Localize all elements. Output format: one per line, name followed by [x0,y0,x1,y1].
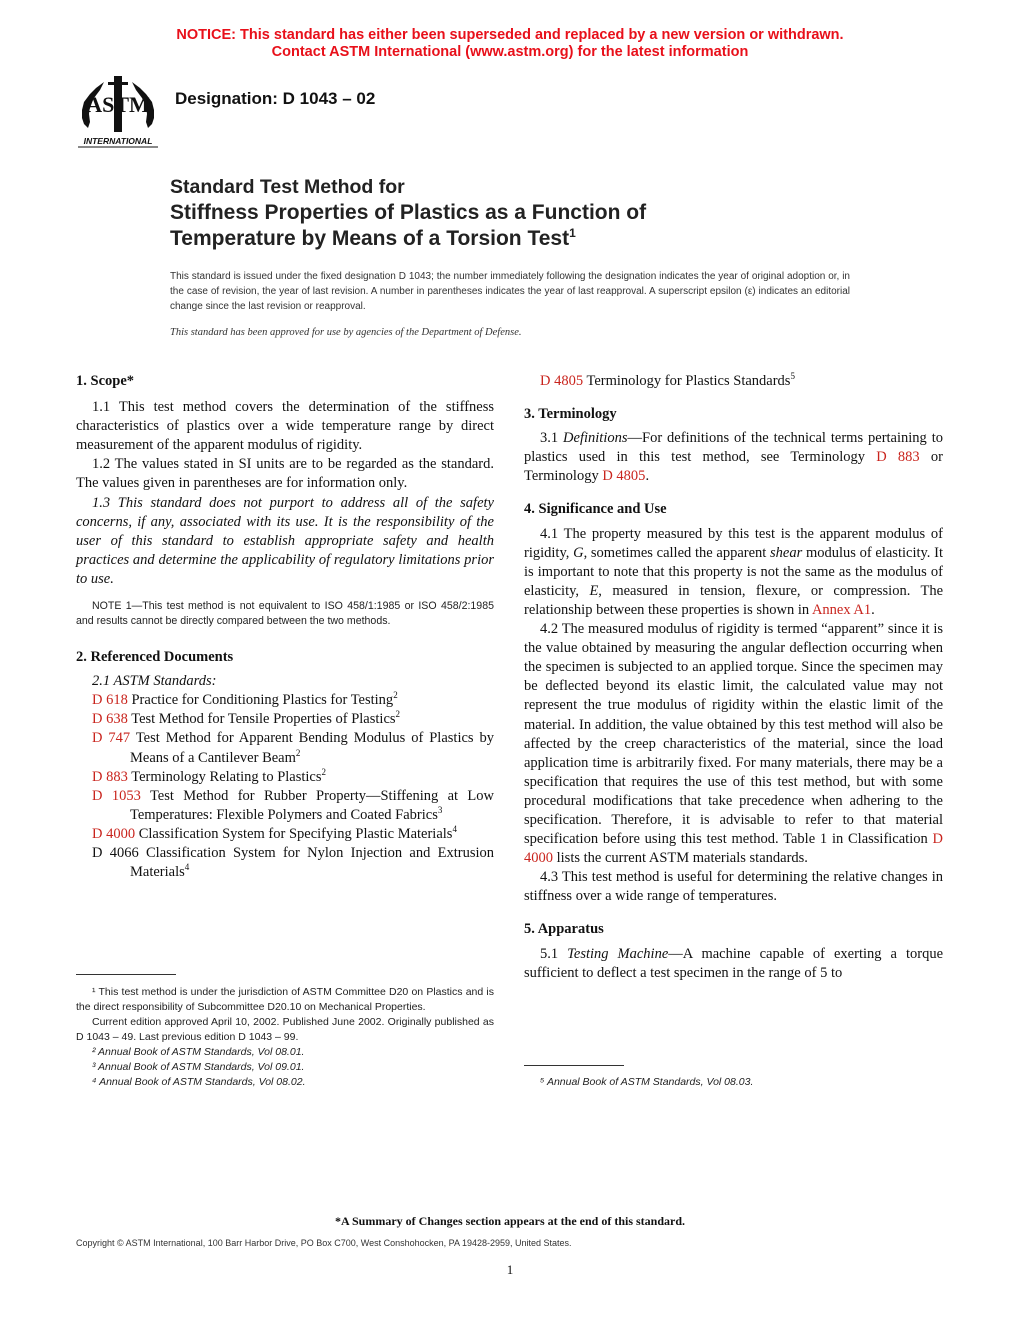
section-2-heading: 2. Referenced Documents [76,649,234,666]
reference-link[interactable]: D 747 [92,730,131,747]
reference-link[interactable]: D 4805 [540,373,584,389]
reference-item: D 618 Practice for Conditioning Plastics for Testing$^2$ [92,690,398,709]
para-3-1: 3.1 Definitions—For definitions of the technical terms pertaining to plastics used in this test method, see Terminology D 883 or Terminology D 4805. [524,430,943,485]
dod-approval: This standard has been approved for use by agencies of the Department of Defense. [170,327,522,338]
reference-link[interactable]: D 1053 [92,787,141,804]
footnote-rule-left [76,974,176,975]
title-line-1: Standard Test Method for [170,176,405,198]
footnotes-right [524,1075,943,1090]
designation: Designation: D 1043 – 02 [175,89,376,108]
logo-subtext: INTERNATIONAL [83,136,153,146]
footnote-3: ³ Annual Book of ASTM Standards, Vol 09.01. [92,1061,305,1073]
para-4-2: 4.2 The measured modulus of rigidity is termed “apparent” since it is the value obtained by measuring the angular deflection occurring when the specimen is subjected to an applied torque. Since the specimen may be deflected beyond its elastic limit, the calculated value may not represent the true modulus of rigidity within the elastic limit of the material. In addition, the value obtained by this test method will also be affected by the creep characteristics of the material, since the load application time is arbitrarily fixed. For many materials, there may be a specification that requires the use of this test method, but with some procedural modifications that take precedence when adhering to the specification. Therefore, it is advisable to refer to that material specification before using this test method. Table 1 in Classification D 4000 lists the current ASTM materials standards. [524,621,943,867]
reference-item: D 747 Test Method for Apparent Bending Modulus of Plastics by Means of a Cantilever Beam$^2$ [92,730,494,766]
section-1-heading: 1. Scope* [76,373,134,389]
astm-international-logo [74,74,162,150]
note-1: NOTE 1—This test method is not equivalent to ISO 458/1:1985 or ISO 458/2:1985 and results cannot be directly compared between the two methods. [76,600,494,628]
notice-banner [0,27,1020,61]
para-4-1: 4.1 The property measured by this test is the apparent modulus of rigidity, G, sometimes called the apparent shear modulus of elasticity. It is important to note that this property is not the same as the modulus of elasticity, E, measured in tension, flexure, or compression. The relationship between these properties is shown in Annex A1. [524,525,944,618]
reference-item-d4805: D 4805 Terminology for Plastics Standards$^5$ [540,371,795,389]
reference-link[interactable]: D 618 [92,692,128,709]
para-1-3: 1.3 This standard does not purport to address all of the safety concerns, if any, associated with its use. It is the responsibility of the user of this standard to establish appropriate safety and health practices and determine the applicability of regulatory limitations prior to use. [76,494,494,587]
para-2-1: 2.1 ASTM Standards: [92,673,217,690]
footnotes-left [76,985,494,1090]
reference-link[interactable]: D 4000 [524,831,943,867]
page-number: 1 [506,1262,514,1277]
para-1-2: 1.2 The values stated in SI units are to be regarded as the standard. The values given in parentheses are for information only. [76,456,494,492]
svg-text:ASTM: ASTM [86,92,150,117]
summary-of-changes-note: *A Summary of Changes section appears at the end of this standard. [334,1214,686,1228]
notice-line-1: NOTICE: This standard has either been superseded and replaced by a new version or withdrawn. [176,27,844,43]
para-1-1: 1.1 This test method covers the determination of the stiffness characteristics of plastics over a wide temperature range by direct measurement of the apparent modulus of rigidity. [76,399,494,454]
reference-item: D 1053 Test Method for Rubber Property—Stiffening at Low Temperatures: Flexible Polymers and Coated Fabrics$^3$ [92,787,494,823]
reference-list [76,691,494,882]
title-line-2: Stiffness Properties of Plastics as a Function of [170,201,647,224]
reference-link[interactable]: D 883 [876,449,920,466]
reference-item: D 638 Test Method for Tensile Properties of Plastics$^2$ [92,709,401,728]
para-4-3: 4.3 This test method is useful for determining the relative changes in stiffness over a wide range of temperatures. [524,869,943,905]
reference-item: D 4000 Classification System for Specifying Plastic Materials$^4$ [92,824,457,842]
footnote-5: ⁵ Annual Book of ASTM Standards, Vol 08.03. [540,1076,754,1088]
section-4-heading: 4. Significance and Use [524,501,667,518]
title-footnote-ref[interactable]: 1 [569,226,576,240]
reference-item: D 4066 Classification System for Nylon Injection and Extrusion Materials$^4$ [92,844,494,881]
para-5-1: 5.1 Testing Machine—A machine capable of exerting a torque sufficient to deflect a test specimen in the range of 5 to [524,945,944,981]
footnote-2: ² Annual Book of ASTM Standards, Vol 08.01. [92,1046,305,1058]
footnote-rule-right [524,1065,624,1066]
section-3-heading: 3. Terminology [524,406,617,423]
reference-code: D 4066 [92,844,139,861]
copyright: Copyright © ASTM International, 100 Barr Harbor Drive, PO Box C700, West Conshohocken, PA 19428-2959, United States. [76,1238,572,1248]
issuance-statement: This standard is issued under the fixed designation D 1043; the number immediately following the designation indicates the year of original adoption or, in the case of revision, the year of last revision. A number in parentheses indicates the year of last reapproval. A superscript epsilon (ε) indicates an editorial change since the last revision or reapproval. [170,271,850,312]
footnote-1: ¹ This test method is under the jurisdiction of ASTM Committee D20 on Plastics and is the direct responsibility of Subcommittee D20.10 on Mechanical Properties. [76,986,494,1013]
title-line-3: Temperature by Means of a Torsion Test$^1$ [170,226,576,250]
section-5-heading: 5. Apparatus [524,921,604,938]
left-column [76,372,494,882]
footnote-4: ⁴ Annual Book of ASTM Standards, Vol 08.02. [92,1076,306,1088]
reference-link[interactable]: D 4000 [92,825,136,842]
notice-line-2: Contact ASTM International (www.astm.org) for the latest information [271,44,749,60]
right-column [524,372,943,983]
footnote-1-edition: Current edition approved April 10, 2002. Published June 2002. Originally published as D 1043 – 49. Last previous edition D 1043 – 99. [76,1016,494,1043]
reference-link[interactable]: D 638 [92,711,128,728]
annex-link[interactable]: Annex A1 [811,601,872,618]
reference-item: D 883 Terminology Relating to Plastics$^2$ [92,766,327,785]
reference-link[interactable]: D 4805 [602,468,646,485]
document-title [170,175,646,252]
reference-link[interactable]: D 883 [92,768,128,785]
